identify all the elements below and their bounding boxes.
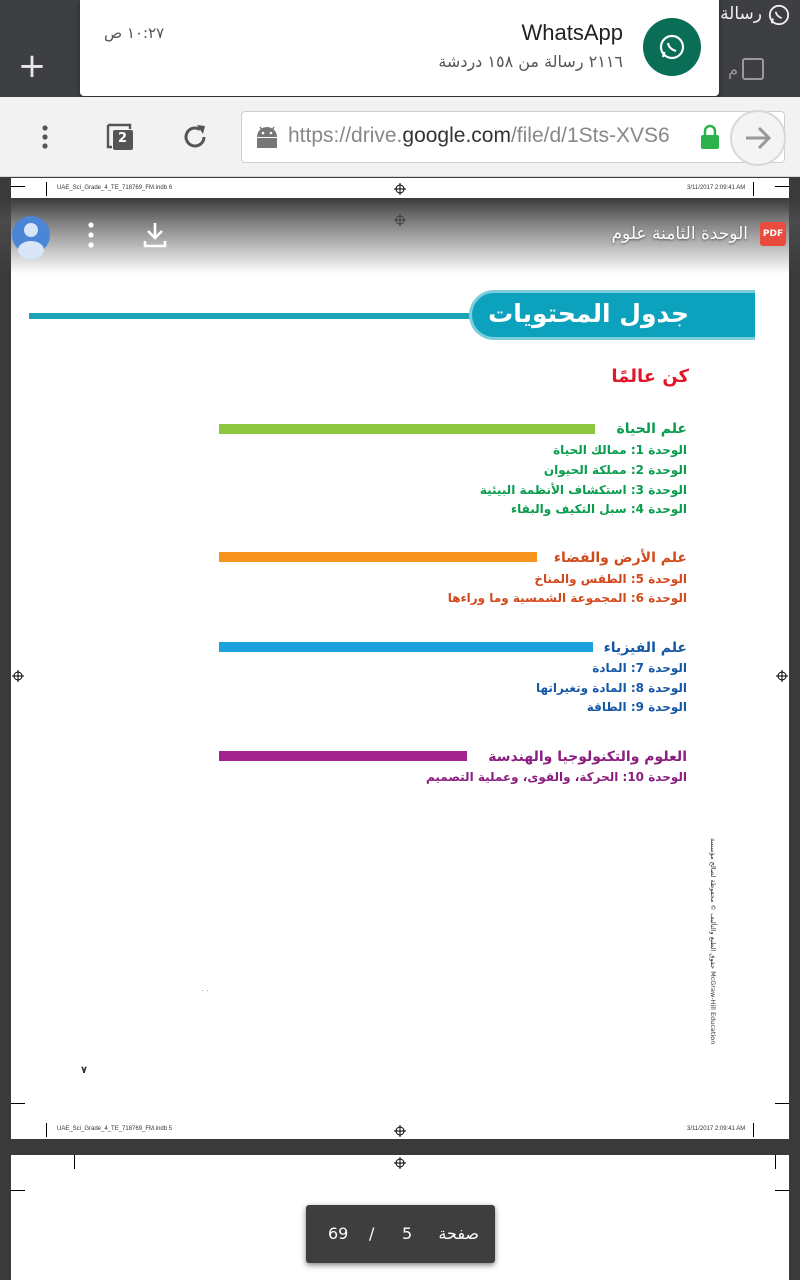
crop-mark xyxy=(775,1190,789,1191)
notification-time: ١٠:٢٧ ص xyxy=(104,24,165,42)
notification-app-name: WhatsApp xyxy=(521,20,623,45)
document-title: الوحدة الثامنة علوم xyxy=(611,224,748,244)
crop-mark xyxy=(753,1123,754,1137)
background-tab-secondary: م xyxy=(728,60,738,79)
whatsapp-tab-icon xyxy=(768,4,790,26)
copyright-side-text xyxy=(703,838,715,1048)
registration-mark-icon xyxy=(776,670,788,682)
registration-mark-icon xyxy=(394,1157,406,1169)
go-forward-button[interactable] xyxy=(730,110,786,166)
registration-mark-icon xyxy=(394,183,406,195)
crop-mark xyxy=(11,1103,25,1104)
overflow-menu-icon[interactable] xyxy=(30,121,60,153)
section-bar-life xyxy=(219,424,595,434)
total-pages: 69 xyxy=(328,1224,349,1243)
url-domain: google.com xyxy=(402,124,511,147)
unit-link[interactable]: الوحدة 8: المادة وتغيراتها xyxy=(535,681,687,695)
unit-link[interactable]: الوحدة 4: سبل التكيف والبقاء xyxy=(510,502,687,516)
crop-mark xyxy=(753,182,754,196)
section-bar-physics xyxy=(219,642,593,652)
registration-mark-icon xyxy=(12,670,24,682)
pdf-viewer[interactable] xyxy=(0,178,800,1280)
page-indicator xyxy=(306,1205,495,1263)
toc-header xyxy=(469,290,755,340)
section-bar-earth xyxy=(219,552,537,562)
page-dots: . . xyxy=(201,984,209,993)
tab-count: 2 xyxy=(118,131,128,146)
unit-link[interactable]: الوحدة 7: المادة xyxy=(592,661,687,675)
url-path: /file/d/1Sts-XVS6 xyxy=(510,124,670,147)
viewer-header xyxy=(0,198,800,274)
slug-top-left: UAE_Sci_Grade_4_TE_718769_FM.indb 6 xyxy=(57,185,173,191)
page-separator: / xyxy=(369,1224,375,1243)
crop-mark xyxy=(46,1123,47,1137)
arrow-right-icon xyxy=(732,112,784,164)
browser-toolbar xyxy=(0,97,800,177)
section-title-physics[interactable]: علم الفيزياء xyxy=(603,640,687,656)
section-title-life[interactable]: علم الحياة xyxy=(616,421,687,437)
download-icon[interactable] xyxy=(140,220,170,250)
lock-icon xyxy=(698,124,722,150)
background-tab-title[interactable]: رسالة xyxy=(720,4,762,24)
unit-link[interactable]: الوحدة 9: الطاقة xyxy=(586,700,687,714)
registration-mark-icon xyxy=(394,1125,406,1137)
page-label: صفحة xyxy=(438,1224,479,1243)
page-folio: ٧ xyxy=(81,1065,88,1076)
crop-mark xyxy=(775,1103,789,1104)
slug-bottom-right: 3/11/2017 2:09:41 AM xyxy=(687,1126,746,1132)
toc-title: جدول المحتويات xyxy=(488,299,689,328)
new-tab-button[interactable]: + xyxy=(17,46,47,86)
reload-icon[interactable] xyxy=(178,121,212,153)
whatsapp-icon xyxy=(643,18,701,76)
tab-switcher-button[interactable] xyxy=(104,121,138,153)
crop-mark xyxy=(74,1155,75,1169)
crop-mark xyxy=(775,186,789,187)
scientist-heading: كن عالمًا xyxy=(611,366,689,387)
unit-link[interactable]: الوحدة 5: الطقس والمناخ xyxy=(534,572,687,586)
crop-mark xyxy=(11,186,25,187)
android-icon xyxy=(254,125,280,149)
person-icon xyxy=(12,216,50,254)
section-title-stem[interactable]: العلوم والتكنولوجيا والهندسة xyxy=(488,749,687,765)
slug-bottom-left: UAE_Sci_Grade_4_TE_718769_FM.indb 5 xyxy=(57,1126,173,1132)
current-page: 5 xyxy=(402,1224,413,1243)
url-text[interactable] xyxy=(288,124,670,148)
pdf-page xyxy=(11,178,789,1139)
crop-mark xyxy=(775,1155,776,1169)
section-bar-stem xyxy=(219,751,467,761)
whatsapp-notification[interactable] xyxy=(80,0,719,96)
toc-header-line xyxy=(29,313,474,319)
more-options-icon[interactable] xyxy=(84,220,98,250)
unit-link[interactable]: الوحدة 1: ممالك الحياة xyxy=(553,443,687,457)
notification-message: ٢١١٦ رسالة من ١٥٨ دردشة xyxy=(438,52,623,71)
slug-top-right: 3/11/2017 2:09:41 AM xyxy=(687,185,746,191)
url-prefix: https://drive. xyxy=(288,124,403,147)
crop-mark xyxy=(11,1190,25,1191)
tab-checkbox[interactable] xyxy=(742,58,764,80)
url-bar[interactable] xyxy=(241,111,785,163)
unit-link[interactable]: الوحدة 6: المجموعة الشمسية وما وراءها xyxy=(447,591,687,605)
unit-link[interactable]: الوحدة 3: استكشاف الأنظمة البيئية xyxy=(479,483,687,497)
unit-link[interactable]: الوحدة 2: مملكة الحيوان xyxy=(543,463,687,477)
copyright-text: حقوق الطبع والتأليف © محفوظة لصالح مؤسسة McGraw-Hill Education xyxy=(709,838,717,1045)
pdf-file-icon: PDF xyxy=(760,222,786,246)
crop-mark xyxy=(46,182,47,196)
section-title-earth[interactable]: علم الأرض والفضاء xyxy=(553,550,687,566)
account-avatar[interactable] xyxy=(12,216,50,254)
unit-link[interactable]: الوحدة 10: الحركة، والقوى، وعملية التصميم xyxy=(425,770,687,784)
